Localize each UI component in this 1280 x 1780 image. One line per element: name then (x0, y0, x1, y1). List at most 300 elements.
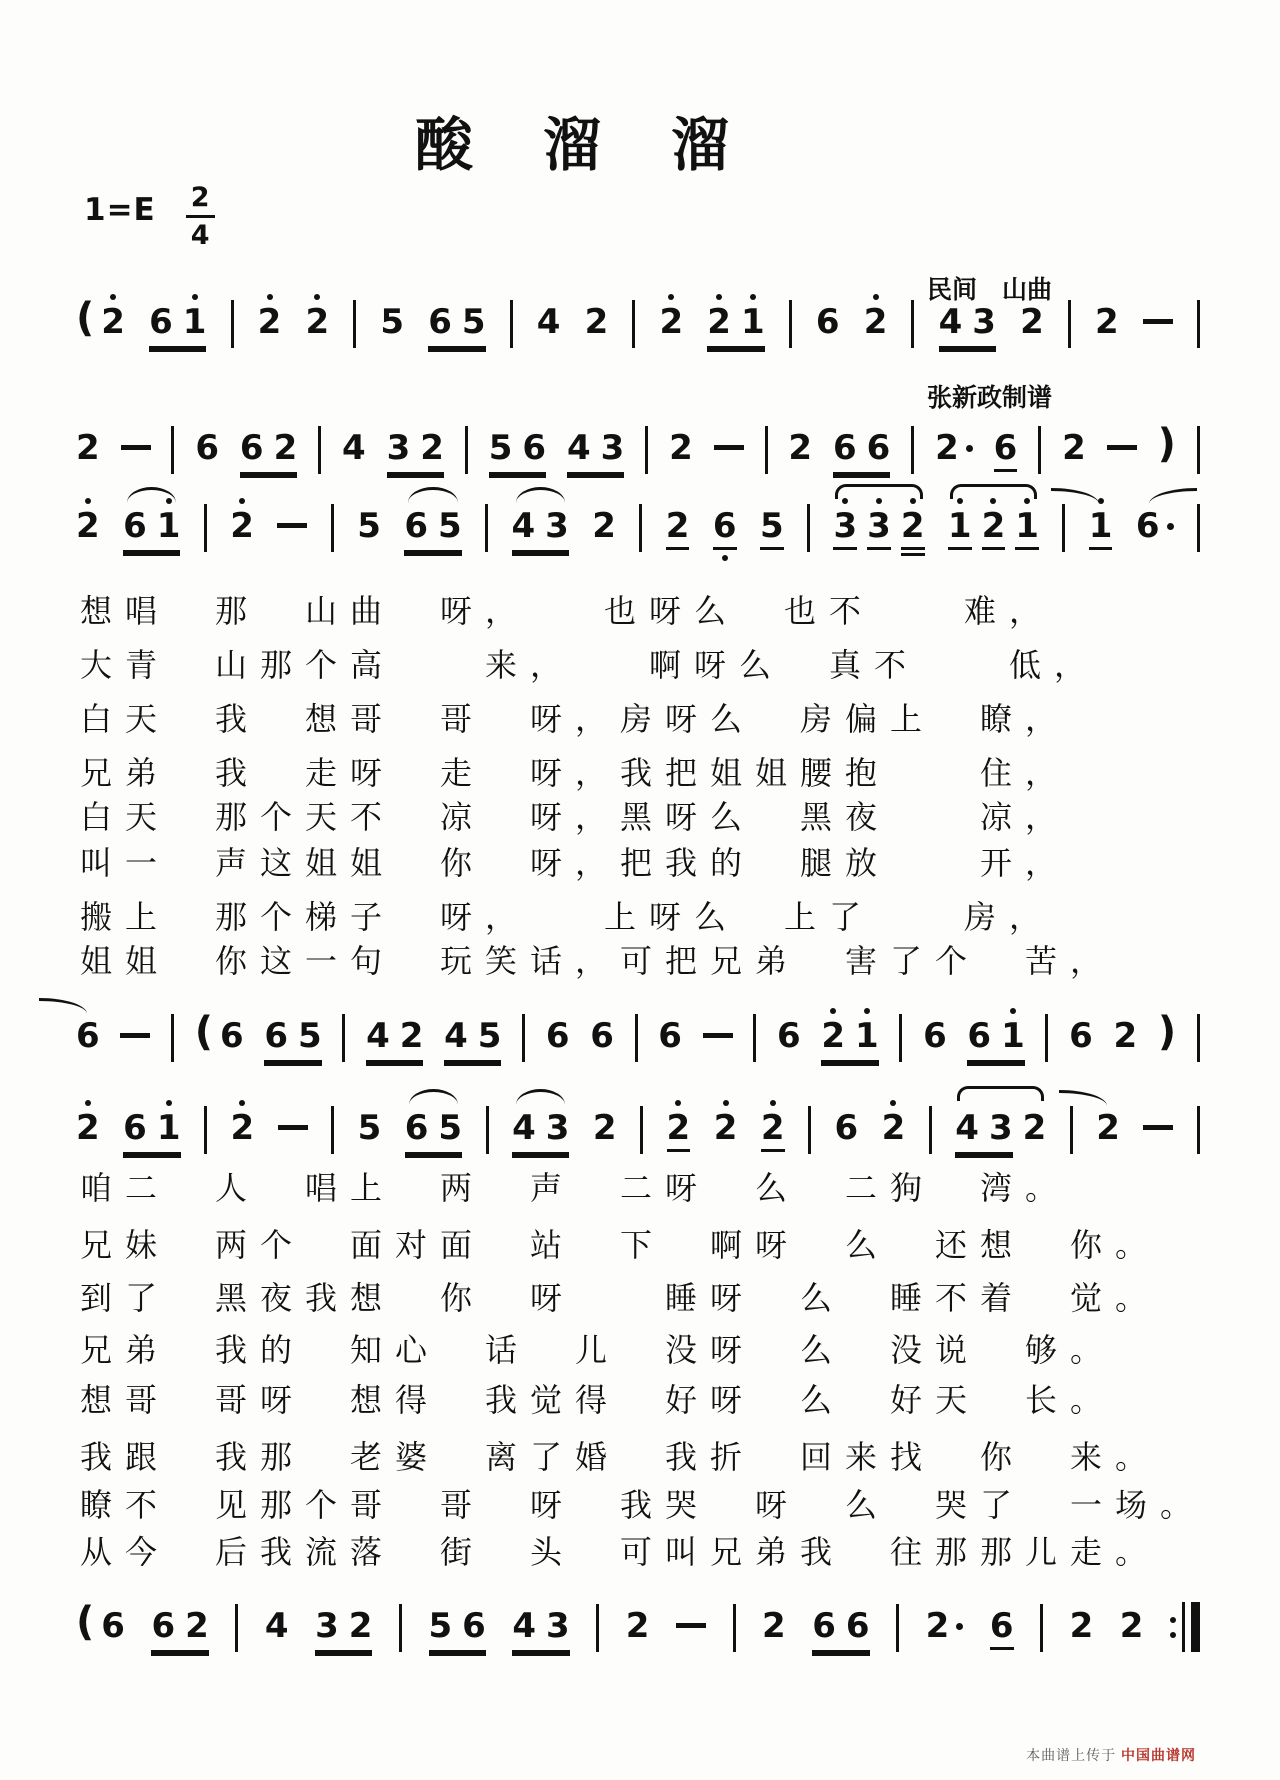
note-number: 2 (76, 1108, 100, 1148)
underline (901, 553, 925, 556)
note-number: 5 (488, 428, 513, 468)
note-number: 6 (195, 428, 220, 468)
beam-group (151, 1592, 208, 1656)
note-below-slot (101, 340, 125, 343)
note-below-slot (923, 1054, 947, 1057)
octave-dot-high (239, 1100, 245, 1106)
note (592, 492, 616, 547)
barline (331, 1106, 334, 1154)
note-number: 6 (658, 1016, 682, 1056)
beam-group-notes (149, 288, 206, 343)
lyric-line: 咱二 人 唱上 两 声 二呀 么 二狗 湾。 (80, 1170, 1071, 1206)
underline (948, 547, 972, 550)
note-below-slot (157, 544, 181, 547)
note-below-slot (762, 1644, 786, 1647)
beam-group (707, 288, 764, 352)
key-signature (84, 184, 215, 249)
note-number: 2 (821, 1016, 846, 1056)
note-below-slot (400, 1054, 424, 1057)
note-below-slot (812, 1644, 836, 1647)
note-below-slot (990, 1644, 1014, 1650)
barline (235, 1604, 238, 1652)
note (926, 1592, 950, 1647)
beam-line (967, 1063, 1024, 1066)
note-number: 5 (461, 302, 486, 342)
beam-line (264, 1063, 321, 1066)
slur-arc (835, 484, 922, 499)
note-below-slot (667, 1146, 691, 1152)
note (972, 288, 996, 343)
beam-line (955, 1155, 1012, 1158)
dash-hold (1107, 445, 1137, 450)
note-number: 6 (264, 1016, 289, 1056)
barline (911, 300, 914, 348)
note-number: 2 (592, 506, 616, 546)
note (816, 288, 840, 343)
note-below-slot (522, 466, 546, 469)
beam-line (405, 1155, 462, 1158)
beam-line (387, 475, 444, 478)
beam-group (404, 492, 461, 556)
note-below-slot (658, 1054, 682, 1057)
repeat-dot (1170, 1632, 1176, 1638)
beam-line (812, 1653, 869, 1656)
beam-group-notes (264, 1002, 321, 1057)
note-number: 2 (420, 428, 444, 468)
note-below-slot (123, 1146, 147, 1149)
note-number: 3 (545, 506, 569, 546)
repeat-dot (1170, 1617, 1176, 1623)
beam-group-notes (240, 414, 297, 469)
paren: ( (76, 295, 95, 341)
note-below-slot (545, 544, 569, 547)
repeat-end-barline (1170, 1602, 1200, 1652)
beam-group-notes (948, 492, 1039, 550)
note-number: 2 (659, 302, 684, 342)
note-below-slot (1089, 544, 1113, 550)
note-number: 1 (156, 506, 181, 546)
underline (1015, 547, 1039, 550)
beam-group (939, 288, 996, 352)
barline (899, 1014, 902, 1062)
note-below-slot (157, 1146, 181, 1149)
lyric-line: 从今 后我流落 街 头 可叫兄弟我 往那那儿走。 (80, 1534, 1161, 1570)
note-below-slot (405, 1146, 429, 1149)
note-number: 2 (713, 1108, 738, 1148)
note (1120, 1592, 1144, 1647)
watermark-text: 本曲谱上传于 (1026, 1747, 1117, 1763)
beam-group-notes (489, 414, 546, 469)
tie-arc-end (1051, 488, 1099, 504)
underline (867, 547, 891, 550)
beam-group (955, 1094, 1012, 1158)
beam-line (939, 349, 996, 352)
note-number: 6 (239, 428, 264, 468)
beam-line (512, 1653, 569, 1656)
note-number: 2 (981, 506, 1006, 546)
beam-line (833, 475, 890, 478)
note-below-slot (660, 340, 684, 343)
beam-group-notes (567, 414, 624, 469)
beam-group-notes (707, 288, 764, 343)
beam-group (948, 492, 1039, 550)
beam-line (512, 1155, 569, 1158)
note (258, 288, 282, 343)
note-number: 2 (1069, 1606, 1094, 1646)
note (948, 492, 972, 550)
note-below-slot (1001, 1054, 1025, 1057)
note (315, 1592, 339, 1647)
octave-dot-high (85, 1100, 91, 1106)
lyric-line: 想唱 那 山曲 呀， 也呀么 也不 难， (80, 593, 1055, 629)
note-below-slot (274, 466, 298, 469)
dash-hold (703, 1033, 733, 1038)
note (420, 414, 444, 469)
paren: ( (76, 1599, 95, 1645)
beam-line (366, 1063, 423, 1066)
note-number: 4 (511, 506, 536, 546)
note-number: 6 (832, 428, 857, 468)
note-cluster (76, 1592, 125, 1647)
note-below-slot (1070, 1644, 1094, 1647)
note-number: 3 (972, 302, 996, 342)
note-below-slot (462, 340, 486, 343)
underline (1089, 547, 1113, 550)
beam-group (512, 1592, 569, 1656)
slur-arc (516, 1089, 565, 1105)
beam-group-notes (812, 1592, 869, 1647)
note-number: 2 (101, 302, 125, 342)
note-number: 6 (989, 1606, 1014, 1646)
barline (486, 1106, 489, 1154)
note (230, 492, 254, 547)
note-below-slot (387, 466, 411, 469)
note-number: 5 (357, 506, 381, 546)
barline (808, 1106, 811, 1154)
octave-dot-high (267, 294, 273, 300)
octave-dot-high (890, 1100, 896, 1106)
note-number: 3 (988, 1108, 1013, 1148)
note-number: 3 (546, 1606, 570, 1646)
note-below-slot (816, 340, 840, 343)
note-number: 6 (815, 302, 840, 342)
octave-dot-high (239, 498, 245, 504)
note-below-slot (760, 544, 784, 550)
note (387, 414, 411, 469)
note (489, 414, 513, 469)
note-number: 2 (185, 1606, 209, 1646)
note-below-slot (380, 340, 404, 343)
note (462, 288, 486, 343)
slur-arc (408, 487, 457, 503)
note-number: 4 (938, 302, 963, 342)
barline (1038, 426, 1041, 474)
beam-line (240, 475, 297, 478)
note-below-slot (713, 544, 737, 561)
note (864, 288, 888, 343)
paren: ) (1157, 1009, 1177, 1055)
note-below-slot (151, 1644, 175, 1647)
barline (465, 426, 468, 474)
beam-group (833, 492, 924, 556)
note-below-slot (1136, 544, 1160, 547)
note-below-slot (537, 340, 561, 343)
note-number: 6 (967, 1016, 992, 1056)
note-number: 6 (812, 1606, 836, 1646)
note-below-slot (429, 1644, 453, 1647)
barline (632, 300, 635, 348)
note-below-slot (967, 1054, 991, 1057)
note-number: 1 (855, 1016, 879, 1056)
note-below-slot (761, 1146, 785, 1152)
note (522, 414, 546, 469)
note-number: 6 (404, 506, 428, 546)
note (882, 1094, 906, 1149)
barline (1197, 504, 1200, 552)
music-line-coda (76, 1592, 1200, 1656)
note-number: 2 (399, 1016, 424, 1056)
note (1020, 288, 1044, 343)
note-number: 5 (298, 1016, 322, 1056)
beam-group (821, 1002, 878, 1066)
beam-group-notes (512, 1592, 569, 1647)
barline (1197, 426, 1200, 474)
underline (666, 547, 690, 550)
music-line-intro-1 (76, 288, 1200, 352)
beam-group (405, 1094, 462, 1158)
note-below-slot (512, 1146, 536, 1149)
underline (982, 547, 1006, 550)
note-below-slot (357, 544, 381, 547)
note-below-slot (546, 1054, 570, 1057)
note-below-slot (404, 544, 428, 547)
beam-line (149, 349, 206, 352)
note-below-slot (855, 1054, 879, 1057)
lyric-line: 白天 我 想哥 哥 呀，房呀么 房偏上 瞭， (80, 701, 1071, 737)
note-number: 5 (437, 506, 462, 546)
note-number: 2 (230, 506, 254, 546)
underline (761, 1149, 785, 1152)
note-below-slot (428, 340, 452, 343)
barline (1062, 504, 1065, 552)
note-number: 6 (866, 428, 891, 468)
barline (807, 504, 810, 552)
time-signature (186, 184, 215, 249)
beam-line (123, 553, 180, 556)
note (183, 288, 207, 343)
barline (171, 1014, 174, 1062)
octave-dot-high (873, 294, 879, 300)
note (1095, 288, 1119, 343)
note-below-slot (994, 466, 1018, 472)
watermark-site: 中国曲谱网 (1121, 1747, 1196, 1763)
beam-group-notes (366, 1002, 423, 1057)
note-number: 6 (428, 302, 452, 342)
note (265, 1592, 289, 1647)
note-below-slot (707, 340, 731, 343)
beam-group-notes (387, 414, 444, 469)
note-number: 2 (76, 506, 100, 546)
note-number: 6 (1135, 506, 1160, 546)
note-number: 4 (444, 1016, 468, 1056)
barline (1197, 1014, 1200, 1062)
note (990, 1592, 1014, 1650)
note (195, 414, 219, 469)
note-number: 3 (867, 506, 891, 546)
note-below-slot (948, 544, 972, 550)
note-below-slot (185, 1644, 209, 1647)
note-number: 2 (707, 302, 731, 342)
note-number: 5 (759, 506, 784, 546)
note-cluster (76, 288, 125, 343)
note-number: 3 (545, 1108, 570, 1148)
note-number: 3 (833, 506, 858, 546)
slur-arc (950, 484, 1037, 499)
beam-group-notes (833, 492, 924, 556)
note (666, 492, 690, 550)
lyric-line: 叫一 声这姐姐 你 呀，把我的 腿放 开， (80, 845, 1071, 881)
barline (353, 300, 356, 348)
octave-dot-high (723, 1100, 729, 1106)
note-below-slot (444, 1054, 468, 1057)
octave-dot-high (750, 294, 756, 300)
note-number: 6 (845, 1606, 870, 1646)
note-number: 4 (955, 1108, 979, 1148)
note (101, 288, 125, 343)
note-number: 4 (512, 1108, 536, 1148)
slur-arc (957, 1086, 1044, 1101)
barline (485, 504, 488, 552)
note (76, 1094, 100, 1149)
note-number: 5 (428, 1606, 453, 1646)
note-below-slot (265, 1644, 289, 1647)
note (546, 1592, 570, 1647)
note-number: 2 (1022, 1108, 1047, 1148)
beam-group (123, 1094, 180, 1158)
note-below-slot (546, 1644, 570, 1647)
barline (753, 1014, 756, 1062)
note-below-slot (1069, 1054, 1093, 1057)
note-below-slot (1095, 340, 1119, 343)
octave-dot-high (85, 498, 91, 504)
note (264, 1002, 288, 1057)
note-number: 6 (522, 428, 547, 468)
note-below-slot (183, 340, 207, 343)
note (428, 288, 452, 343)
note-number: 5 (438, 1108, 463, 1148)
note-number: 2 (1119, 1606, 1144, 1646)
note-below-slot (76, 1146, 100, 1149)
note-below-slot (592, 544, 616, 547)
note-below-slot (567, 466, 591, 469)
octave-dot-high (314, 294, 320, 300)
beam-line (404, 553, 461, 556)
slur-arc (409, 1089, 458, 1105)
beam-group-notes (955, 1094, 1012, 1149)
note (1015, 492, 1039, 550)
note-number: 2 (1095, 302, 1119, 342)
note (478, 1002, 502, 1057)
beam-group-notes (151, 1592, 208, 1647)
underline (760, 547, 784, 550)
note (660, 288, 684, 343)
note (833, 414, 857, 469)
note-below-slot (593, 1146, 617, 1149)
dash-hold (714, 445, 744, 450)
note (821, 1002, 845, 1057)
paren: ( (194, 1009, 214, 1055)
key-tonic: 1=E (84, 192, 156, 228)
note-below-slot (834, 1146, 858, 1149)
lyric-line: 瞭不 见那个哥 哥 呀 我哭 呀 么 哭了 一场。 (80, 1487, 1206, 1523)
note (760, 492, 784, 550)
note-number: 2 (665, 506, 690, 546)
beam-line (821, 1063, 878, 1066)
watermark (1026, 1745, 1196, 1765)
note-below-slot (833, 466, 857, 469)
note (400, 1002, 424, 1057)
note-number: 2 (305, 302, 330, 342)
note-number: 2 (762, 1606, 786, 1646)
note-below-slot (833, 544, 857, 550)
note-number: 1 (156, 1108, 181, 1148)
note (1001, 1002, 1025, 1057)
note-below-slot (1114, 1054, 1138, 1057)
paren: ) (1157, 421, 1176, 467)
note (812, 1592, 836, 1647)
beam-group-notes (833, 414, 890, 469)
note (707, 288, 731, 343)
note (123, 1094, 147, 1149)
octave-dot-high (668, 294, 674, 300)
barline (1040, 1604, 1043, 1652)
note-below-slot (462, 1644, 486, 1647)
music-line-intro-2 (76, 414, 1200, 478)
note-below-slot (220, 1054, 244, 1057)
note-below-slot (864, 340, 888, 343)
note-below-slot (982, 544, 1006, 550)
octave-dot-low (722, 555, 728, 561)
note (546, 1002, 570, 1057)
beam-line (151, 1653, 208, 1656)
note-below-slot (788, 466, 812, 469)
note (305, 288, 329, 343)
barline (639, 504, 642, 552)
note-below-slot (512, 1644, 536, 1647)
note (149, 288, 173, 343)
note-number: 2 (935, 428, 959, 468)
note-below-slot (846, 1644, 870, 1647)
note-below-slot (867, 466, 891, 469)
underline (994, 469, 1018, 472)
note (855, 1002, 879, 1057)
note-below-slot (438, 1146, 462, 1149)
note-number: 6 (712, 506, 737, 546)
note (157, 1094, 181, 1149)
note-cluster (935, 414, 973, 469)
note (762, 1592, 786, 1647)
note-below-slot (195, 466, 219, 469)
note-below-slot (230, 544, 254, 547)
credit-source: 民间 山曲 (926, 276, 1052, 304)
note-number: 4 (366, 1016, 390, 1056)
note (1023, 1094, 1047, 1149)
note-below-slot (1062, 466, 1086, 469)
note (512, 1592, 536, 1647)
note-cluster (1136, 492, 1174, 547)
note-number: 1 (947, 506, 972, 546)
lyric-line: 想哥 哥呀 想得 我觉得 好呀 么 好天 长。 (80, 1382, 1116, 1418)
